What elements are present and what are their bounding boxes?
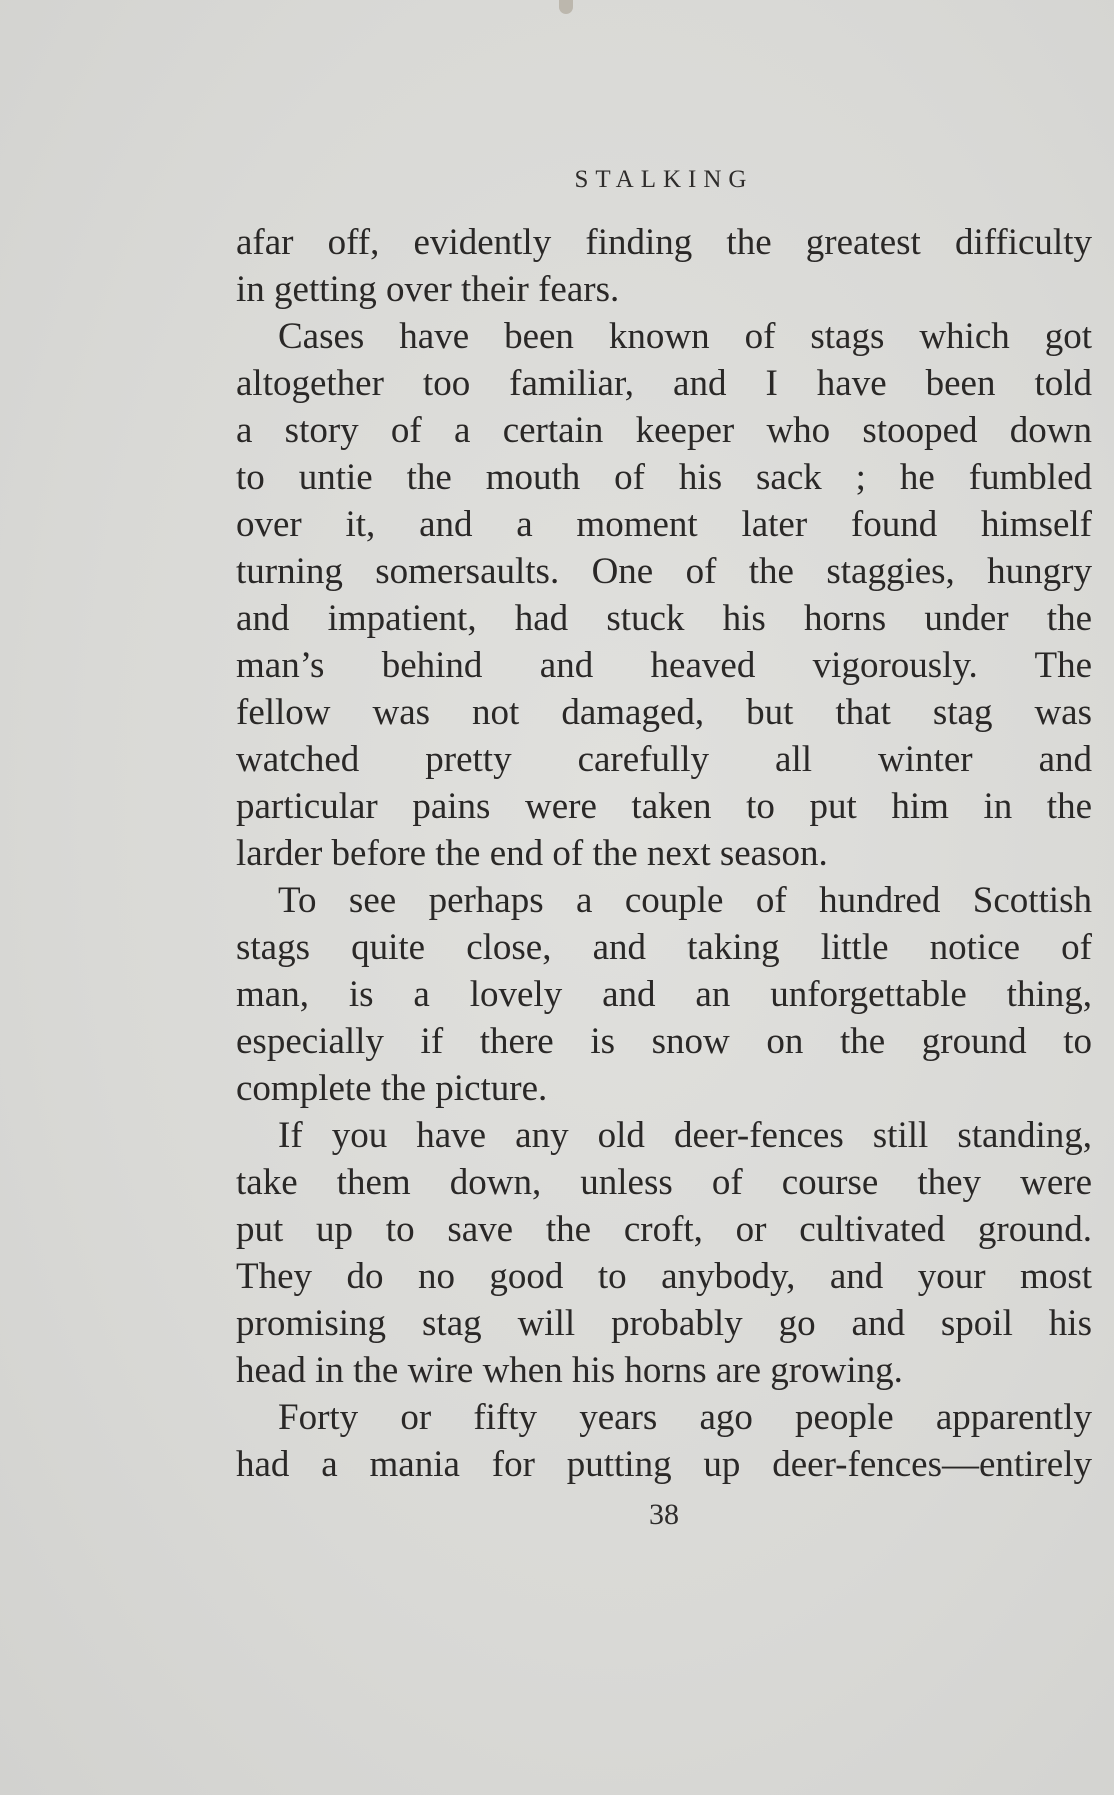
text-line: and impatient, had stuck his horns under the bbox=[236, 598, 1092, 639]
text-line: over it, and a moment later found himself bbox=[236, 504, 1092, 545]
text-line: turning somersaults. One of the staggies, hungry bbox=[236, 551, 1092, 592]
text-line: particular pains were taken to put him in the bbox=[236, 786, 1092, 827]
text-line: a story of a certain keeper who stooped down bbox=[236, 410, 1092, 451]
text-line: had a mania for putting up deer-fences—entirely bbox=[236, 1444, 1092, 1485]
page-number: 38 bbox=[649, 1498, 679, 1531]
text-line: Cases have been known of stags which got bbox=[278, 316, 1092, 357]
text-line: complete the picture. bbox=[236, 1068, 548, 1109]
body-text bbox=[236, 219, 1092, 1488]
text-line: promising stag will probably go and spoil his bbox=[236, 1303, 1092, 1344]
text-line: If you have any old deer-fences still standing, bbox=[278, 1115, 1092, 1156]
text-line: afar off, evidently finding the greatest difficulty bbox=[236, 222, 1092, 263]
text-line: Forty or fifty years ago people apparently bbox=[278, 1397, 1092, 1438]
text-line: To see perhaps a couple of hundred Scottish bbox=[278, 880, 1092, 921]
text-line: fellow was not damaged, but that stag was bbox=[236, 692, 1092, 733]
text-line: They do no good to anybody, and your most bbox=[236, 1256, 1092, 1297]
text-line: put up to save the croft, or cultivated ground. bbox=[236, 1209, 1092, 1250]
text-line: man, is a lovely and an unforgettable thing, bbox=[236, 974, 1092, 1015]
text-line: stags quite close, and taking little notice of bbox=[236, 927, 1092, 968]
paper-blemish bbox=[559, 0, 573, 14]
text-line: especially if there is snow on the ground to bbox=[236, 1021, 1092, 1062]
running-head: STALKING bbox=[574, 166, 754, 193]
text-line: take them down, unless of course they were bbox=[236, 1162, 1092, 1203]
text-line: head in the wire when his horns are growing. bbox=[236, 1350, 903, 1391]
text-line: altogether too familiar, and I have been told bbox=[236, 363, 1092, 404]
text-line: to untie the mouth of his sack ; he fumbled bbox=[236, 457, 1092, 498]
text-line: larder before the end of the next season. bbox=[236, 833, 828, 874]
text-line: man’s behind and heaved vigorously. The bbox=[236, 645, 1092, 686]
text-line: watched pretty carefully all winter and bbox=[236, 739, 1092, 780]
text-line: in getting over their fears. bbox=[236, 269, 620, 310]
